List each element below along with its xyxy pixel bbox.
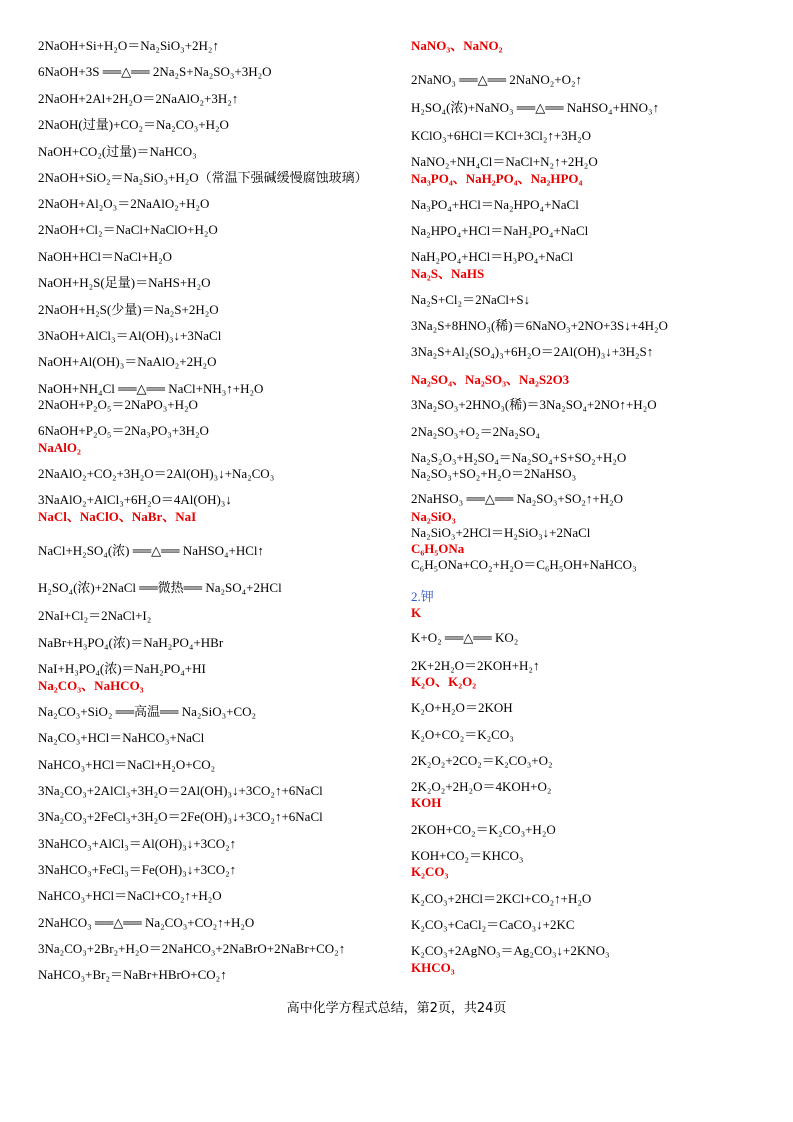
equation-line: Na₃PO₄+HCl＝Na₂HPO₄+NaCl	[411, 197, 579, 212]
equation-line: Na₂CO₃+HCl＝NaHCO₃+NaCl	[38, 730, 205, 745]
equation-line: 2K₂O₂+2CO₂＝K₂CO₃+O₂	[411, 753, 553, 768]
equation-line: K₂O+CO₂＝K₂CO₃	[411, 727, 514, 742]
equation-line: 6NaOH+3S ══△══ 2Na₂S+Na₂SO₃+3H₂O	[38, 64, 272, 79]
equation-line: K₂CO₃+2HCl＝2KCl+CO₂↑+H₂O	[411, 891, 592, 906]
equation-line: KClO₃+6HCl＝KCl+3Cl₂↑+3H₂O	[411, 128, 592, 143]
equation-line: 3Na₂SO₃+2HNO₃(稀)＝3Na₂SO₄+2NO↑+H₂O	[411, 397, 657, 412]
section-heading: NaAlO₂	[38, 440, 81, 455]
equation-line: Na₂SO₃+SO₂+H₂O＝2NaHSO₃	[411, 466, 577, 481]
equation-line: 2NaOH+H₂S(少量)＝Na₂S+2H₂O	[38, 302, 219, 317]
section-heading: NaCl、NaClO、NaBr、NaI	[38, 509, 197, 524]
equation-line: NaOH+H₂S(足量)＝NaHS+H₂O	[38, 275, 211, 290]
equation-line: 3Na₂S+8HNO₃(稀)＝6NaNO₃+2NO+3S↓+4H₂O	[411, 318, 668, 333]
equation-line: NaHCO₃+HCl＝NaCl+CO₂↑+H₂O	[38, 888, 222, 903]
equation-line: 3NaHCO₃+FeCl₃＝Fe(OH)₃↓+3CO₂↑	[38, 862, 237, 877]
equation-line: Na₂HPO₄+HCl＝NaH₂PO₄+NaCl	[411, 223, 589, 238]
subsection-heading: 2.钾	[411, 589, 434, 604]
equation-line: H₂SO₄(浓)+2NaCl ══微热══ Na₂SO₄+2HCl	[38, 580, 282, 595]
equation-line: 3NaAlO₂+AlCl₃+6H₂O＝4Al(OH)₃↓	[38, 492, 232, 507]
section-heading: Na₂SO₄、Na₂SO₃、Na₂S2O3	[411, 372, 570, 387]
equation-line: 2K₂O₂+2H₂O＝4KOH+O₂	[411, 779, 552, 794]
equation-line: NaOH+CO₂(过量)＝NaHCO₃	[38, 144, 197, 159]
page-footer: 高中化学方程式总结，第2页，共24页	[286, 1001, 507, 1016]
equation-line: K₂CO₃+CaCl₂＝CaCO₃↓+2KC	[411, 917, 575, 932]
equation-line: 3Na₂CO₃+2Br₂+H₂O＝2NaHCO₃+2NaBrO+2NaBr+CO₂↑	[38, 941, 346, 956]
equation-line: K₂O+H₂O＝2KOH	[411, 700, 513, 715]
equation-line: Na₂S₂O₃+H₂SO₄＝Na₂SO₄+S+SO₂+H₂O	[411, 450, 627, 465]
section-heading: Na₃PO₄、NaH₂PO₄、Na₂HPO₄	[411, 171, 583, 186]
equation-line: NaNO₂+NH₄Cl＝NaCl+N₂↑+2H₂O	[411, 154, 598, 169]
equation-line: 2NaHCO₃ ══△══ Na₂CO₃+CO₂↑+H₂O	[38, 915, 255, 930]
equation-line: KOH+CO₂＝KHCO₃	[411, 848, 524, 863]
equation-line: 3Na₂CO₃+2AlCl₃+3H₂O＝2Al(OH)₃↓+3CO₂↑+6NaCl	[38, 783, 323, 798]
equation-line: 3Na₂S+Al₂(SO₄)₃+6H₂O＝2Al(OH)₃↓+3H₂S↑	[411, 344, 654, 359]
equation-line: 2NaOH+Al₂O₃＝2NaAlO₂+H₂O	[38, 196, 210, 211]
section-heading: C₆H₅ONa	[411, 541, 465, 556]
equation-line: 2NaNO₃ ══△══ 2NaNO₂+O₂↑	[411, 72, 583, 87]
equation-line: 3NaOH+AlCl₃＝Al(OH)₃↓+3NaCl	[38, 328, 222, 343]
equation-line: NaH₂PO₄+HCl＝H₃PO₄+NaCl	[411, 249, 574, 264]
equation-line: 2NaOH+2Al+2H₂O＝2NaAlO₂+3H₂↑	[38, 91, 239, 106]
equation-line: K₂CO₃+2AgNO₃＝Ag₂CO₃↓+2KNO₃	[411, 943, 610, 958]
section-heading: Na₂SiO₃	[411, 509, 456, 524]
equation-line: NaHCO₃+Br₂＝NaBr+HBrO+CO₂↑	[38, 967, 227, 982]
equation-line: NaI+H₃PO₄(浓)＝NaH₂PO₄+HI	[38, 661, 206, 676]
equation-line: H₂SO₄(浓)+NaNO₃ ══△══ NaHSO₄+HNO₃↑	[411, 100, 660, 115]
equation-line: NaBr+H₃PO₄(浓)＝NaH₂PO₄+HBr	[38, 635, 224, 650]
equation-line: 2NaOH+P₂O₅＝2NaPO₃+H₂O	[38, 397, 198, 412]
section-heading: KHCO₃	[411, 960, 455, 975]
section-heading: NaNO₃、NaNO₂	[411, 38, 503, 53]
equation-line: 2NaOH+Si+H₂O＝Na₂SiO₃+2H₂↑	[38, 38, 219, 53]
equation-line: 2KOH+CO₂＝K₂CO₃+H₂O	[411, 822, 556, 837]
equation-line: 3Na₂CO₃+2FeCl₃+3H₂O＝2Fe(OH)₃↓+3CO₂↑+6NaCl	[38, 809, 323, 824]
equation-line: 6NaOH+P₂O₅＝2Na₃PO₃+3H₂O	[38, 423, 209, 438]
equation-line: 2NaI+Cl₂＝2NaCl+I₂	[38, 608, 152, 623]
section-heading: Na₂S、NaHS	[411, 266, 485, 281]
equation-line: Na₂CO₃+SiO₂ ══高温══ Na₂SiO₃+CO₂	[38, 704, 257, 719]
equation-line: 3NaHCO₃+AlCl₃＝Al(OH)₃↓+3CO₂↑	[38, 836, 237, 851]
section-heading: K₂O、K₂O₂	[411, 674, 477, 689]
equation-line: C₆H₅ONa+CO₂+H₂O＝C₆H₅OH+NaHCO₃	[411, 557, 637, 572]
equation-line: 2NaOH(过量)+CO₂＝Na₂CO₃+H₂O	[38, 117, 229, 132]
section-heading: K₂CO₃	[411, 864, 449, 879]
section-heading: K	[411, 605, 422, 620]
equation-line: 2Na₂SO₃+O₂＝2Na₂SO₄	[411, 424, 540, 439]
section-heading: KOH	[411, 795, 442, 810]
equation-line: 2K+2H₂O＝2KOH+H₂↑	[411, 658, 540, 673]
equation-line: NaHCO₃+HCl＝NaCl+H₂O+CO₂	[38, 757, 216, 772]
equation-line: NaOH+Al(OH)₃＝NaAlO₂+2H₂O	[38, 354, 217, 369]
equation-line: NaOH+NH₄Cl ══△══ NaCl+NH₃↑+H₂O	[38, 381, 264, 396]
equation-line: Na₂SiO₃+2HCl＝H₂SiO₃↓+2NaCl	[411, 525, 591, 540]
equation-line: NaCl+H₂SO₄(浓) ══△══ NaHSO₄+HCl↑	[38, 543, 265, 558]
equation-line: 2NaOH+Cl₂＝NaCl+NaClO+H₂O	[38, 222, 218, 237]
equation-line: 2NaAlO₂+CO₂+3H₂O＝2Al(OH)₃↓+Na₂CO₃	[38, 466, 275, 481]
equation-line: Na₂S+Cl₂＝2NaCl+S↓	[411, 292, 531, 307]
equation-line: NaOH+HCl＝NaCl+H₂O	[38, 249, 173, 264]
equation-line: K+O₂ ══△══ KO₂	[411, 630, 519, 645]
section-heading: Na₂CO₃、NaHCO₃	[38, 678, 144, 693]
equation-line: 2NaOH+SiO₂＝Na₂SiO₃+H₂O（常温下强碱缓慢腐蚀玻璃）	[38, 170, 368, 185]
equation-line: 2NaHSO₃ ══△══ Na₂SO₃+SO₂↑+H₂O	[411, 491, 623, 506]
